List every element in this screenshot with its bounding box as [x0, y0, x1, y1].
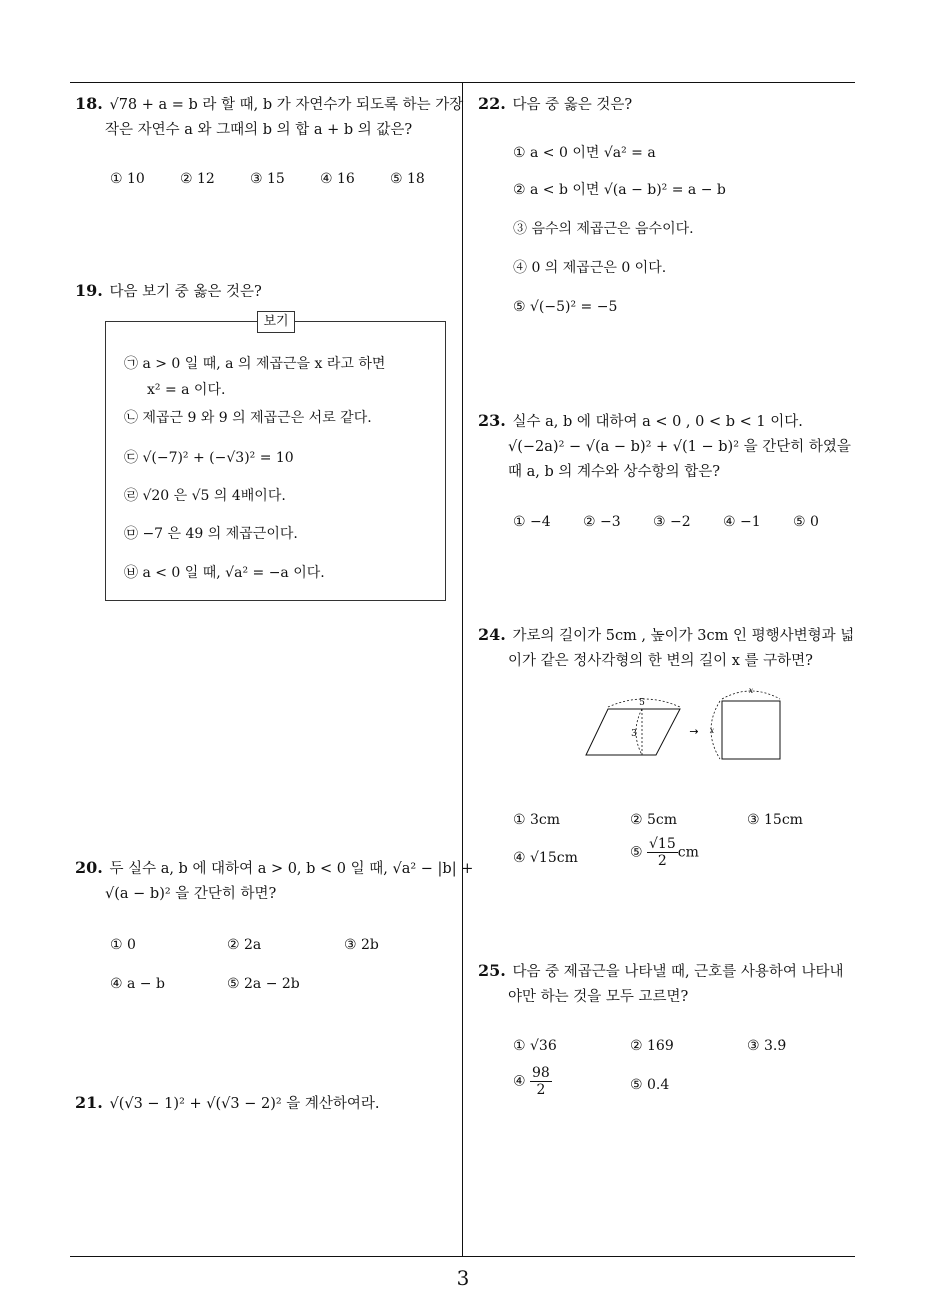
question-22: [478, 91, 632, 118]
question-stem-line-1: √78 + a = b 라 할 때, b 가 자연수가 되도록 하는 가장: [109, 97, 464, 113]
question-18: [75, 91, 463, 143]
option-1[interactable]: ① a < 0 이면 √a² = a: [513, 145, 656, 161]
question-25: [478, 958, 843, 1010]
question-number: 24.: [478, 625, 506, 644]
fraction-numerator: √15: [649, 836, 676, 852]
page-number: 3: [456, 1266, 470, 1290]
question-stem-line-1: 실수 a, b 에 대하여 a < 0 , 0 < b < 1 이다.: [512, 414, 803, 430]
bogi-item-1: ㉠ a > 0 일 때, a 의 제곱근을 x 라고 하면: [124, 356, 386, 372]
square-left-label: x: [709, 726, 715, 735]
question-stem-line-2: √(a − b)² 을 간단히 하면?: [105, 886, 277, 902]
option-5[interactable]: [630, 836, 699, 869]
bogi-item-3: ㉢ √(−7)² + (−√3)² = 10: [124, 450, 294, 466]
question-stem-line-3: 때 a, b 의 계수와 상수항의 합은?: [508, 464, 721, 480]
question-stem-line-2: √(−2a)² − √(a − b)² + √(1 − b)² 을 간단히 하였을: [508, 439, 851, 455]
question-23: [478, 408, 851, 485]
question-number: 23.: [478, 411, 506, 430]
question-19: [75, 278, 262, 305]
question-stem: 다음 중 옳은 것은?: [512, 97, 633, 113]
option-3[interactable]: ③ 15cm: [747, 812, 803, 828]
question-21: [75, 1090, 380, 1117]
square-shape: [722, 701, 780, 759]
question-stem-line-2: 이가 같은 정사각형의 한 변의 길이 x 를 구하면?: [508, 653, 813, 669]
option-5-marker: ⑤: [630, 844, 643, 861]
bogi-item-4: ㉣ √20 은 √5 의 4배이다.: [124, 488, 286, 504]
option-4[interactable]: [513, 1065, 552, 1098]
bottom-rule: [70, 1256, 855, 1257]
fraction-denominator: 2: [657, 853, 667, 869]
question-stem-line-1: 다음 중 제곱근을 나타낼 때, 근호를 사용하여 나타내: [512, 964, 844, 980]
option-4[interactable]: ④ √15cm: [513, 850, 578, 866]
option-4[interactable]: ④ −1: [723, 514, 761, 530]
option-4[interactable]: ④ a − b: [110, 976, 165, 992]
option-5[interactable]: ⑤ 18: [390, 171, 425, 187]
option-1[interactable]: ① −4: [513, 514, 551, 530]
option-5-fraction: [647, 836, 678, 869]
option-4-marker: ④: [513, 1073, 526, 1090]
height-dashed-arc: [636, 709, 642, 755]
fraction-numerator: 98: [532, 1065, 550, 1081]
option-3[interactable]: ③ 15: [250, 171, 285, 187]
question-number: 20.: [75, 858, 103, 877]
option-3[interactable]: ③ 3.9̇: [747, 1038, 787, 1054]
question-number: 22.: [478, 94, 506, 113]
option-4[interactable]: ④ 16: [320, 171, 355, 187]
option-3[interactable]: ③ 음수의 제곱근은 음수이다.: [513, 221, 694, 237]
column-divider: [462, 82, 463, 1256]
option-2[interactable]: ② 169: [630, 1038, 674, 1054]
question-stem-line-2: 작은 자연수 a 와 그때의 b 의 합 a + b 의 값은?: [105, 122, 413, 138]
option-2[interactable]: ② 5cm: [630, 812, 678, 828]
question-stem-line-1: 두 실수 a, b 에 대하여 a > 0, b < 0 일 때, √a² − |b| +: [109, 861, 474, 877]
option-2[interactable]: ② 2a: [227, 937, 262, 953]
question-24: [478, 622, 854, 674]
option-5-unit: cm: [677, 844, 699, 861]
option-1[interactable]: ① 0: [110, 937, 136, 953]
option-2[interactable]: ② a < b 이면 √(a − b)² = a − b: [513, 182, 726, 198]
option-4-fraction: [530, 1065, 552, 1098]
option-5[interactable]: ⑤ 0.4: [630, 1077, 670, 1093]
option-5[interactable]: ⑤ 0: [793, 514, 819, 530]
option-2[interactable]: ② −3: [583, 514, 621, 530]
question-stem: √(√3 − 1)² + √(√3 − 2)² 을 계산하여라.: [109, 1096, 380, 1112]
height-label: 3: [631, 729, 637, 739]
option-3[interactable]: ③ −2: [653, 514, 691, 530]
square-top-label: x: [748, 686, 754, 695]
option-1[interactable]: ① 3cm: [513, 812, 561, 828]
option-2[interactable]: ② 12: [180, 171, 215, 187]
arrow-label: →: [689, 725, 699, 738]
base-label: 5: [639, 698, 645, 708]
question-stem-line-2: 야만 하는 것을 모두 고르면?: [508, 989, 689, 1005]
option-1[interactable]: ① √36: [513, 1038, 557, 1054]
question-number: 19.: [75, 281, 103, 300]
option-4[interactable]: ④ 0 의 제곱근은 0 이다.: [513, 260, 667, 276]
option-5[interactable]: ⑤ √(−5)² = −5: [513, 299, 618, 315]
bogi-item-1-cont: x² = a 이다.: [147, 382, 226, 398]
fraction-denominator: 2: [536, 1082, 546, 1098]
question-stem-line-1: 가로의 길이가 5cm , 높이가 3cm 인 평행사변형과 넓: [512, 628, 855, 644]
question-number: 25.: [478, 961, 506, 980]
bogi-item-5: ㉤ −7 은 49 의 제곱근이다.: [124, 526, 298, 542]
question-number: 21.: [75, 1093, 103, 1112]
question-20: [75, 855, 473, 907]
option-1[interactable]: ① 10: [110, 171, 145, 187]
parallelogram-square-figure: [580, 683, 790, 768]
question-number: 18.: [75, 94, 103, 113]
bogi-item-6: ㉥ a < 0 일 때, √a² = −a 이다.: [124, 565, 325, 581]
option-3[interactable]: ③ 2b: [344, 937, 379, 953]
bogi-item-2: ㉡ 제곱근 9 와 9 의 제곱근은 서로 같다.: [124, 410, 372, 426]
option-5[interactable]: ⑤ 2a − 2b: [227, 976, 300, 992]
bogi-box-title: 보기: [257, 311, 295, 333]
question-stem: 다음 보기 중 옳은 것은?: [109, 284, 262, 300]
